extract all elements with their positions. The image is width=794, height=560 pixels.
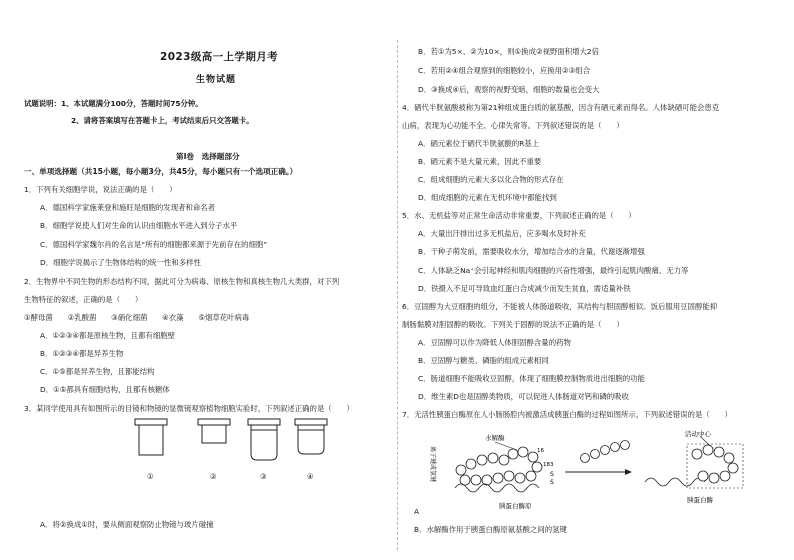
q2-stem-line-1: 2．生物界中不同生物的形态结构不同，据此可分为病毒、原核生物和真核生物几大类群，对下列	[24, 277, 340, 286]
q5-stem: 5．水、无机盐等对正常生命活动非常重要，下列叙述正确的是（ ）	[402, 211, 636, 220]
q4-option-a: A．硒元素位于硒代半胱氨酸的R基上	[418, 139, 540, 148]
instruction-2: 2、请将答案填写在答题卡上，考试结束后只交答题卡。	[71, 116, 254, 125]
label-s-2: S	[550, 479, 554, 486]
q3-stem: 3．某同学使用具有如图所示的目镜和物镜的显微镜观察植物细胞实验时，下列叙述正确的是（ ）	[24, 404, 354, 413]
q3-option-b: B．若①为5×、②为10×，则①换成②视野面积增大2倍	[418, 47, 600, 56]
left-column	[22, 0, 392, 560]
q4-option-c: C．组成细胞的元素大多以化合物的形式存在	[418, 175, 564, 184]
q6-option-a: A．豆固醇可以作为降低人体胆固醇含量的药物	[418, 338, 571, 347]
q5-option-d: D．铁摄入不足可导致血红蛋白合成减少而发生贫血，需适量补铁	[418, 284, 631, 293]
q7-option-a: A	[414, 507, 420, 516]
label-num-16: 16	[537, 448, 544, 454]
q4-option-d: D．组成细胞的元素在无机环境中都能找到	[418, 193, 557, 202]
figure-label-3: ③	[260, 472, 267, 481]
q6-stem-line-1: 6．豆固醇为大豆细胞的组分，不能被人体肠道吸收，其结构与胆固醇相似。饭后服用豆固醇能抑	[402, 302, 718, 311]
q5-option-c: C．人体缺乏Na⁺会引起神经和肌肉细胞的兴奋性增强，最终引起肌肉酸痛、无力等	[418, 266, 689, 275]
q1-option-b: B．细胞学说使人们对生命的认识由细胞水平进入到分子水平	[40, 221, 238, 230]
q4-option-b: B．硒元素不是大量元素，因此不重要	[418, 157, 542, 166]
exam-title: 2023级高一上学期月考	[160, 51, 279, 63]
label-active-center: 活动中心	[685, 430, 711, 438]
q3-option-c: C．若用②④组合观察到的细胞较小，应换用②③组合	[418, 66, 591, 75]
exam-subtitle: 生物试题	[196, 75, 237, 85]
label-bond: 离子键或氢键	[429, 446, 436, 483]
diagram-svg	[425, 430, 770, 522]
q6-stem-line-2: 制肠黏膜对胆固醇的吸收。下列关于固醇的说法不正确的是（ ）	[402, 320, 624, 329]
trypsinogen-activation-diagram	[425, 430, 770, 522]
eyepiece-1-figure	[134, 418, 168, 466]
eyepiece-2-figure	[197, 418, 231, 466]
q2-option-d: D．①⑤都具有细胞结构，且都有核糖体	[40, 385, 170, 394]
q4-stem-line-1: 4．硒代半胱氨酸被称为第21种组成蛋白质的氨基酸，因含有硒元素而得名。人体缺硒可能会患克	[402, 103, 720, 112]
instruction-1: 试题说明：1、本试题满分100分，答题时间75分钟。	[24, 99, 203, 108]
objective-3-figure	[247, 418, 281, 466]
q5-option-b: B．干种子萌发前，需要吸收水分，增加结合水的含量，代谢逐渐增强	[418, 247, 645, 256]
label-precursor: 胰蛋白酶原	[499, 502, 532, 510]
figure-label-4: ④	[307, 472, 314, 481]
q3-option-a: A．将②换成①时，要从侧面观察防止物镜与玻片碰撞	[40, 520, 214, 529]
q1-option-d: D．细胞学说揭示了生物体结构的统一性和多样性	[40, 258, 201, 267]
label-s-1: S	[550, 471, 554, 478]
column-divider	[397, 40, 398, 550]
q1-option-a: A．德国科学家施莱登和施旺是细胞的发现者和命名者	[40, 203, 216, 212]
q3-option-d: D．③换成④后，观察的视野变暗，细胞的数量也会变大	[418, 85, 600, 94]
section-title: 一、单项选择题（共15小题，每小题3分，共45分，每小题只有一个选项正确。）	[24, 167, 298, 176]
label-num-183: 183	[543, 462, 554, 468]
q1-stem: 1．下列有关细胞学说，说法正确的是（ ）	[24, 185, 177, 194]
label-enzyme: 胰蛋白酶	[687, 496, 713, 504]
label-water-enzyme: 水解酶	[485, 434, 505, 442]
q6-option-b: B．豆固醇与糖类、磷脂的组成元素相同	[418, 356, 549, 365]
q2-stem-line-2: 生物特征的叙述，正确的是（ ）	[24, 295, 143, 304]
q2-option-b: B．①②③④都是异养生物	[40, 349, 124, 358]
q2-option-c: C．①⑤都是异养生物，且都能结构	[40, 367, 155, 376]
q2-organisms: ①酵母菌 ②乳酸菌 ③硝化细菌 ④衣藻 ⑤烟草花叶病毒	[24, 313, 250, 322]
q7-stem: 7．无活性胰蛋白酶原在人小肠肠腔内被激活成胰蛋白酶的过程如图所示，下列叙述错误的是（ ）	[402, 410, 732, 419]
q2-option-a: A．①②③④都是原核生物，且都有细胞壁	[40, 331, 176, 340]
q5-option-a: A．大量出汗排出过多无机盐后，应多喝水及时补充	[418, 229, 586, 238]
figure-label-2: ②	[210, 472, 217, 481]
q4-stem-line-2: 山病，表现为心功能不全、心律失常等。下列叙述错误的是（ ）	[402, 121, 624, 130]
objective-4-figure	[294, 418, 328, 466]
q7-option-b: B．水解酶作用于胰蛋白酶原氨基酸之间的氢键	[414, 525, 567, 534]
q6-option-c: C．肠道细胞不能吸收豆固醇，体现了细胞膜控制物质进出细胞的功能	[418, 374, 645, 383]
figure-label-1: ①	[147, 472, 154, 481]
q1-option-c: C．德国科学家魏尔肖的名言是“所有的细胞都来源于先前存在的细胞”	[40, 240, 268, 249]
part-title: 第Ⅰ卷 选择题部分	[176, 152, 240, 161]
q6-option-d: D．维生素D也是固醇类物质，可以促进人体肠道对钙和磷的吸收	[418, 392, 629, 401]
